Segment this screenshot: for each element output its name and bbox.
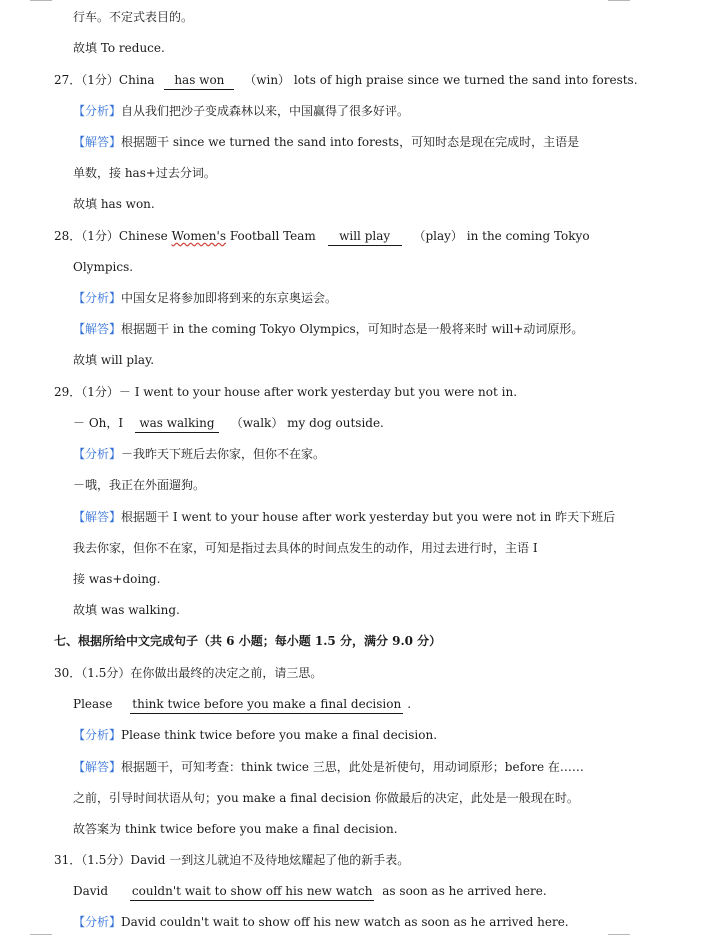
solution-text: 根据题干 I went to your house after work yesterday but you were not in 昨天下班后	[121, 510, 616, 524]
corner-mark-bottom-right	[608, 934, 630, 935]
analysis-line	[0, 726, 720, 744]
corner-mark-bottom-left	[30, 934, 52, 935]
analysis-text: 中国女足将参加即将到来的东京奥运会。	[121, 291, 338, 305]
question-text: as soon as he arrived here.	[382, 884, 547, 898]
text-line: 行车。不定式表目的。	[73, 10, 194, 24]
corner-mark-top-right	[608, 0, 630, 1]
answer-blank: was walking	[135, 414, 219, 433]
section-heading: 七、根据所给中文完成句子（共 6 小题；每小题 1.5 分，满分 9.0 分）	[54, 634, 442, 648]
solution-tag: 【解答】	[73, 760, 122, 774]
question-29: 29．（1分）－ I went to your house after work yesterday but you were not in.	[54, 385, 518, 399]
solution-text: 根据题干，可知考查：think twice 三思，此处是祈使句，用动词原形；before 在……	[121, 760, 584, 774]
spell-check-word: Women's	[171, 229, 226, 243]
question-text: David	[73, 884, 109, 898]
question-text: （walk） my dog outside.	[230, 416, 384, 430]
answer-line: 故填 To reduce.	[73, 41, 165, 55]
analysis-tag: 【分析】	[73, 915, 122, 929]
analysis-text: David couldn't wait to show off his new watch as soon as he arrived here.	[121, 915, 569, 929]
solution-line: 之前，引导时间状语从句；you make a final decision 你做最后的决定，此处是一般现在时。	[73, 791, 579, 805]
question-text: － Oh，I	[73, 416, 124, 430]
question-number: 28．（1分）Chinese	[54, 229, 168, 243]
question-text: .	[407, 697, 412, 711]
solution-line	[0, 758, 720, 776]
solution-line: 单数，接 has+过去分词。	[73, 166, 216, 180]
corner-mark-top-left	[30, 0, 52, 1]
analysis-tag: 【分析】	[73, 291, 122, 305]
answer-line: 故填 will play.	[73, 353, 155, 367]
analysis-tag: 【分析】	[73, 728, 122, 742]
analysis-line: －哦，我正在外面遛狗。	[73, 478, 206, 492]
answer-blank: couldn't wait to show off his new watch	[130, 882, 375, 901]
solution-line	[0, 508, 720, 526]
solution-tag: 【解答】	[73, 510, 122, 524]
answer-line: 故答案为 think twice before you make a final decision.	[73, 822, 398, 836]
solution-line: 我去你家，但你不在家，可知是指过去具体的时间点发生的动作，用过去进行时，主语 I	[73, 541, 538, 555]
question-text: Please	[73, 697, 113, 711]
solution-line	[0, 320, 720, 338]
question-28	[0, 227, 720, 246]
solution-text: 根据题干 in the coming Tokyo Olympics，可知时态是一般将来时 will+动词原形。	[121, 322, 584, 336]
analysis-text: 自从我们把沙子变成森林以来，中国赢得了很多好评。	[121, 104, 410, 118]
question-text: Football Team	[229, 229, 316, 243]
question-text: （play） in the coming Tokyo	[413, 229, 590, 243]
analysis-text: Please think twice before you make a final decision.	[121, 728, 438, 742]
question-text-line: Olympics.	[73, 260, 134, 274]
question-text-line	[0, 882, 720, 901]
analysis-tag: 【分析】	[73, 104, 122, 118]
question-31: 31．（1.5分）David 一到这儿就迫不及待地炫耀起了他的新手表。	[54, 853, 410, 867]
question-text-line	[0, 414, 720, 433]
solution-tag: 【解答】	[73, 135, 122, 149]
solution-text: 根据题干 since we turned the sand into forests，可知时态是现在完成时，主语是	[121, 135, 580, 149]
question-27	[0, 71, 720, 90]
analysis-tag: 【分析】	[73, 447, 122, 461]
question-text-line	[0, 695, 720, 714]
question-number: 27．（1分）China	[54, 73, 155, 87]
analysis-line	[0, 913, 720, 931]
answer-line: 故填 was walking.	[73, 603, 180, 617]
answer-line: 故填 has won.	[73, 197, 155, 211]
question-text: （win） lots of high praise since we turned the sand into forests.	[244, 73, 638, 87]
solution-tag: 【解答】	[73, 322, 122, 336]
solution-line: 接 was+doing.	[73, 572, 161, 586]
answer-blank: think twice before you make a final decision	[130, 695, 403, 714]
answer-blank: has won	[164, 71, 234, 90]
analysis-line	[0, 289, 720, 307]
question-30: 30．（1.5分）在你做出最终的决定之前，请三思。	[54, 666, 323, 680]
analysis-text: －我昨天下班后去你家，但你不在家。	[121, 447, 326, 461]
solution-line	[0, 133, 720, 151]
analysis-line	[0, 102, 720, 120]
answer-blank: will play	[328, 227, 402, 246]
analysis-line	[0, 445, 720, 463]
